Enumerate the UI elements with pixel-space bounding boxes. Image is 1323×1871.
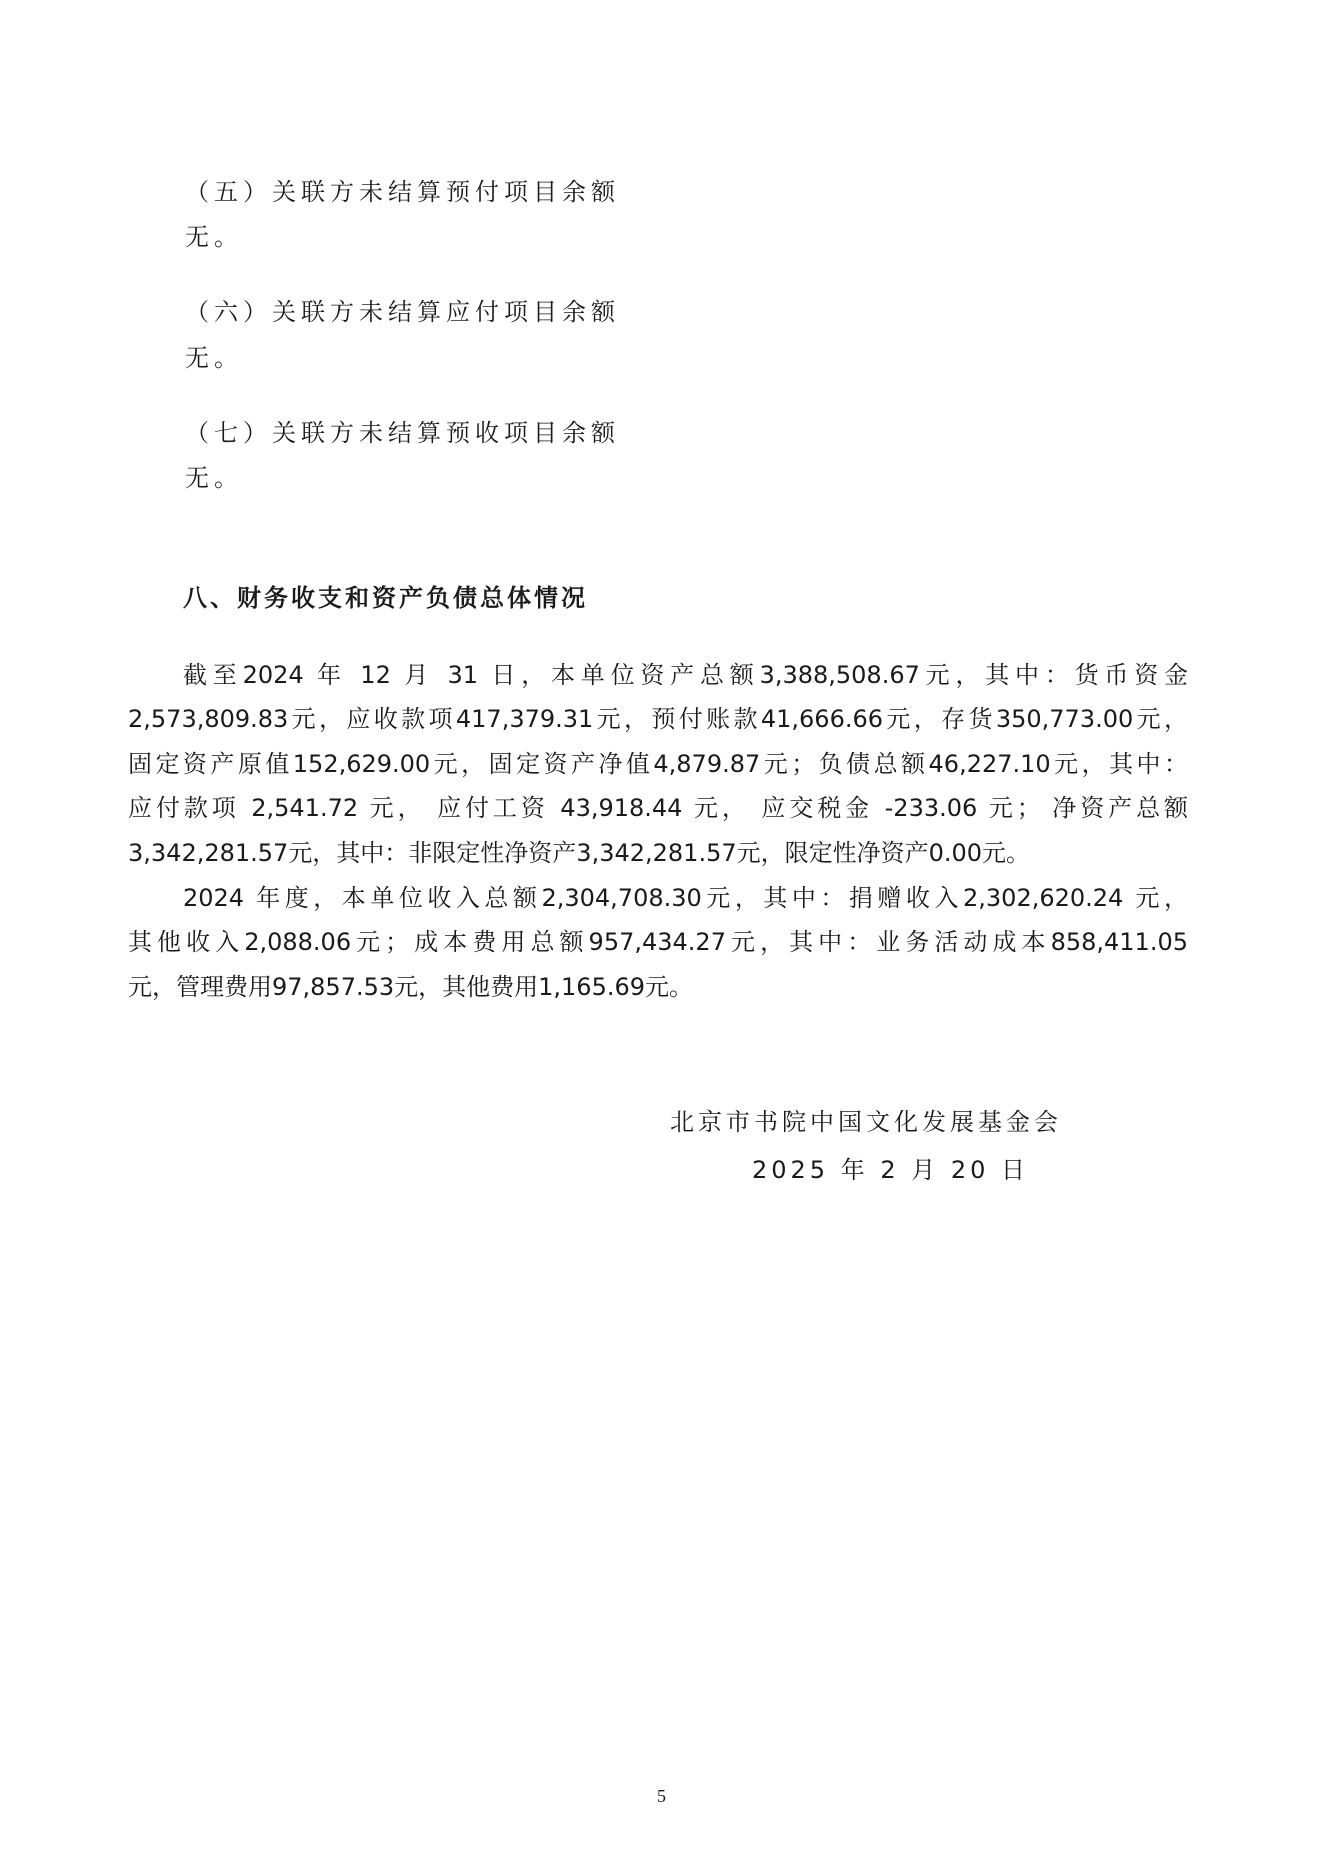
item-value-7: 无。 bbox=[185, 464, 243, 492]
item-title-5: （五）关联方未结算预付项目余额 bbox=[185, 178, 620, 206]
signature-date: 2025 年 2 月 20 日 bbox=[752, 1156, 1030, 1184]
item-title-7: （七）关联方未结算预收项目余额 bbox=[185, 419, 620, 447]
paragraph-line: 固定资产原值152,629.00元，固定资产净值4,879.87元；负债总额46,227.10元，其中： bbox=[128, 750, 1188, 778]
paragraph-line: 2,573,809.83元，应收款项417,379.31元，预付账款41,666.66元，存货350,773.00元， bbox=[128, 705, 1188, 733]
paragraph-line: 应付款项 2,541.72 元， 应付工资 43,918.44 元， 应交税金 -233.06 元； 净资产总额 bbox=[128, 794, 1188, 822]
paragraph-line: 截至2024 年 12 月 31 日，本单位资产总额3,388,508.67元，其中：货币资金 bbox=[183, 661, 1188, 689]
paragraph-line: 3,342,281.57元，其中：非限定性净资产3,342,281.57元，限定性净资产0.00元。 bbox=[128, 839, 1031, 867]
page-number: 5 bbox=[657, 1786, 666, 1806]
item-value-6: 无。 bbox=[185, 344, 243, 372]
paragraph-line: 2024 年度，本单位收入总额2,304,708.30元，其中：捐赠收入2,302,620.24 元， bbox=[183, 884, 1188, 912]
section-heading: 八、财务收支和资产负债总体情况 bbox=[183, 584, 588, 612]
item-title-6: （六）关联方未结算应付项目余额 bbox=[185, 298, 620, 326]
paragraph-line: 元，管理费用97,857.53元，其他费用1,165.69元。 bbox=[128, 973, 694, 1001]
item-value-5: 无。 bbox=[185, 223, 243, 251]
paragraph-line: 其他收入2,088.06元；成本费用总额957,434.27元，其中：业务活动成本858,411.05 bbox=[128, 928, 1188, 956]
signature-organization: 北京市书院中国文化发展基金会 bbox=[670, 1108, 1062, 1136]
